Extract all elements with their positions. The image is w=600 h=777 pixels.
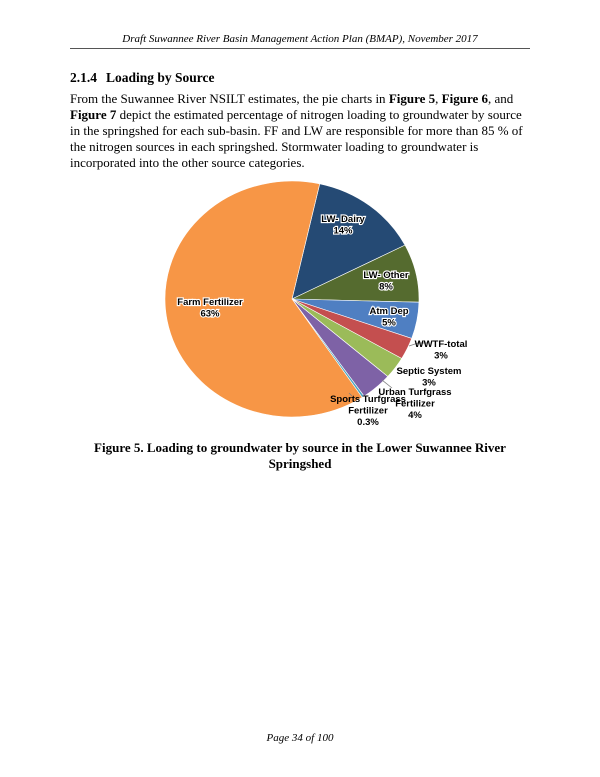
- slice-label-lw-other: LW- Other 8%: [363, 270, 409, 293]
- para-text: depict the estimated percentage of nitrogen loading to groundwater by source in the springshed for each sub-basin. FF and LW are responsible for more than 85 % of the nitrogen sources in each springshed. Stormwater loading to groundwater is incorporated into the other source categories.: [70, 107, 523, 170]
- slice-label-lw-dairy: LW- Dairy 14%: [321, 214, 365, 237]
- running-header: Draft Suwannee River Basin Management Action Plan (BMAP), November 2017: [122, 33, 478, 45]
- slice-label-farm: Farm Fertilizer 63%: [177, 297, 243, 320]
- pie-chart-svg: [0, 170, 600, 440]
- body-paragraph: [70, 91, 530, 171]
- figure-6-ref: Figure 6: [441, 91, 488, 106]
- slice-label-atm-dep: Atm Dep 5%: [369, 306, 409, 329]
- pie-chart: [0, 170, 600, 440]
- figure-7-ref: Figure 7: [70, 107, 117, 122]
- slice-label-urban: Urban Turfgrass Fertilizer 4%: [378, 387, 452, 421]
- slice-label-septic: Septic System 3%: [396, 366, 462, 389]
- slice-label-wwtf: WWTF-total 3%: [414, 339, 468, 362]
- header-rule: [70, 48, 530, 49]
- figure-5-ref: Figure 5: [388, 91, 436, 106]
- para-text: ,: [435, 91, 442, 106]
- section-number: 2.1.4: [70, 70, 97, 85]
- page-number: Page 34 of 100: [266, 732, 334, 744]
- figure-caption: Figure 5. Loading to groundwater by source in the Lower Suwannee River Springshed: [94, 440, 506, 471]
- para-text: From the Suwannee River NSILT estimates, the pie charts in: [70, 91, 389, 106]
- para-text: , and: [488, 91, 514, 106]
- slice-label-sports: Sports Turfgrass Fertilizer 0.3%: [330, 394, 406, 428]
- section-heading: [70, 70, 215, 86]
- section-title: Loading by Source: [106, 70, 215, 85]
